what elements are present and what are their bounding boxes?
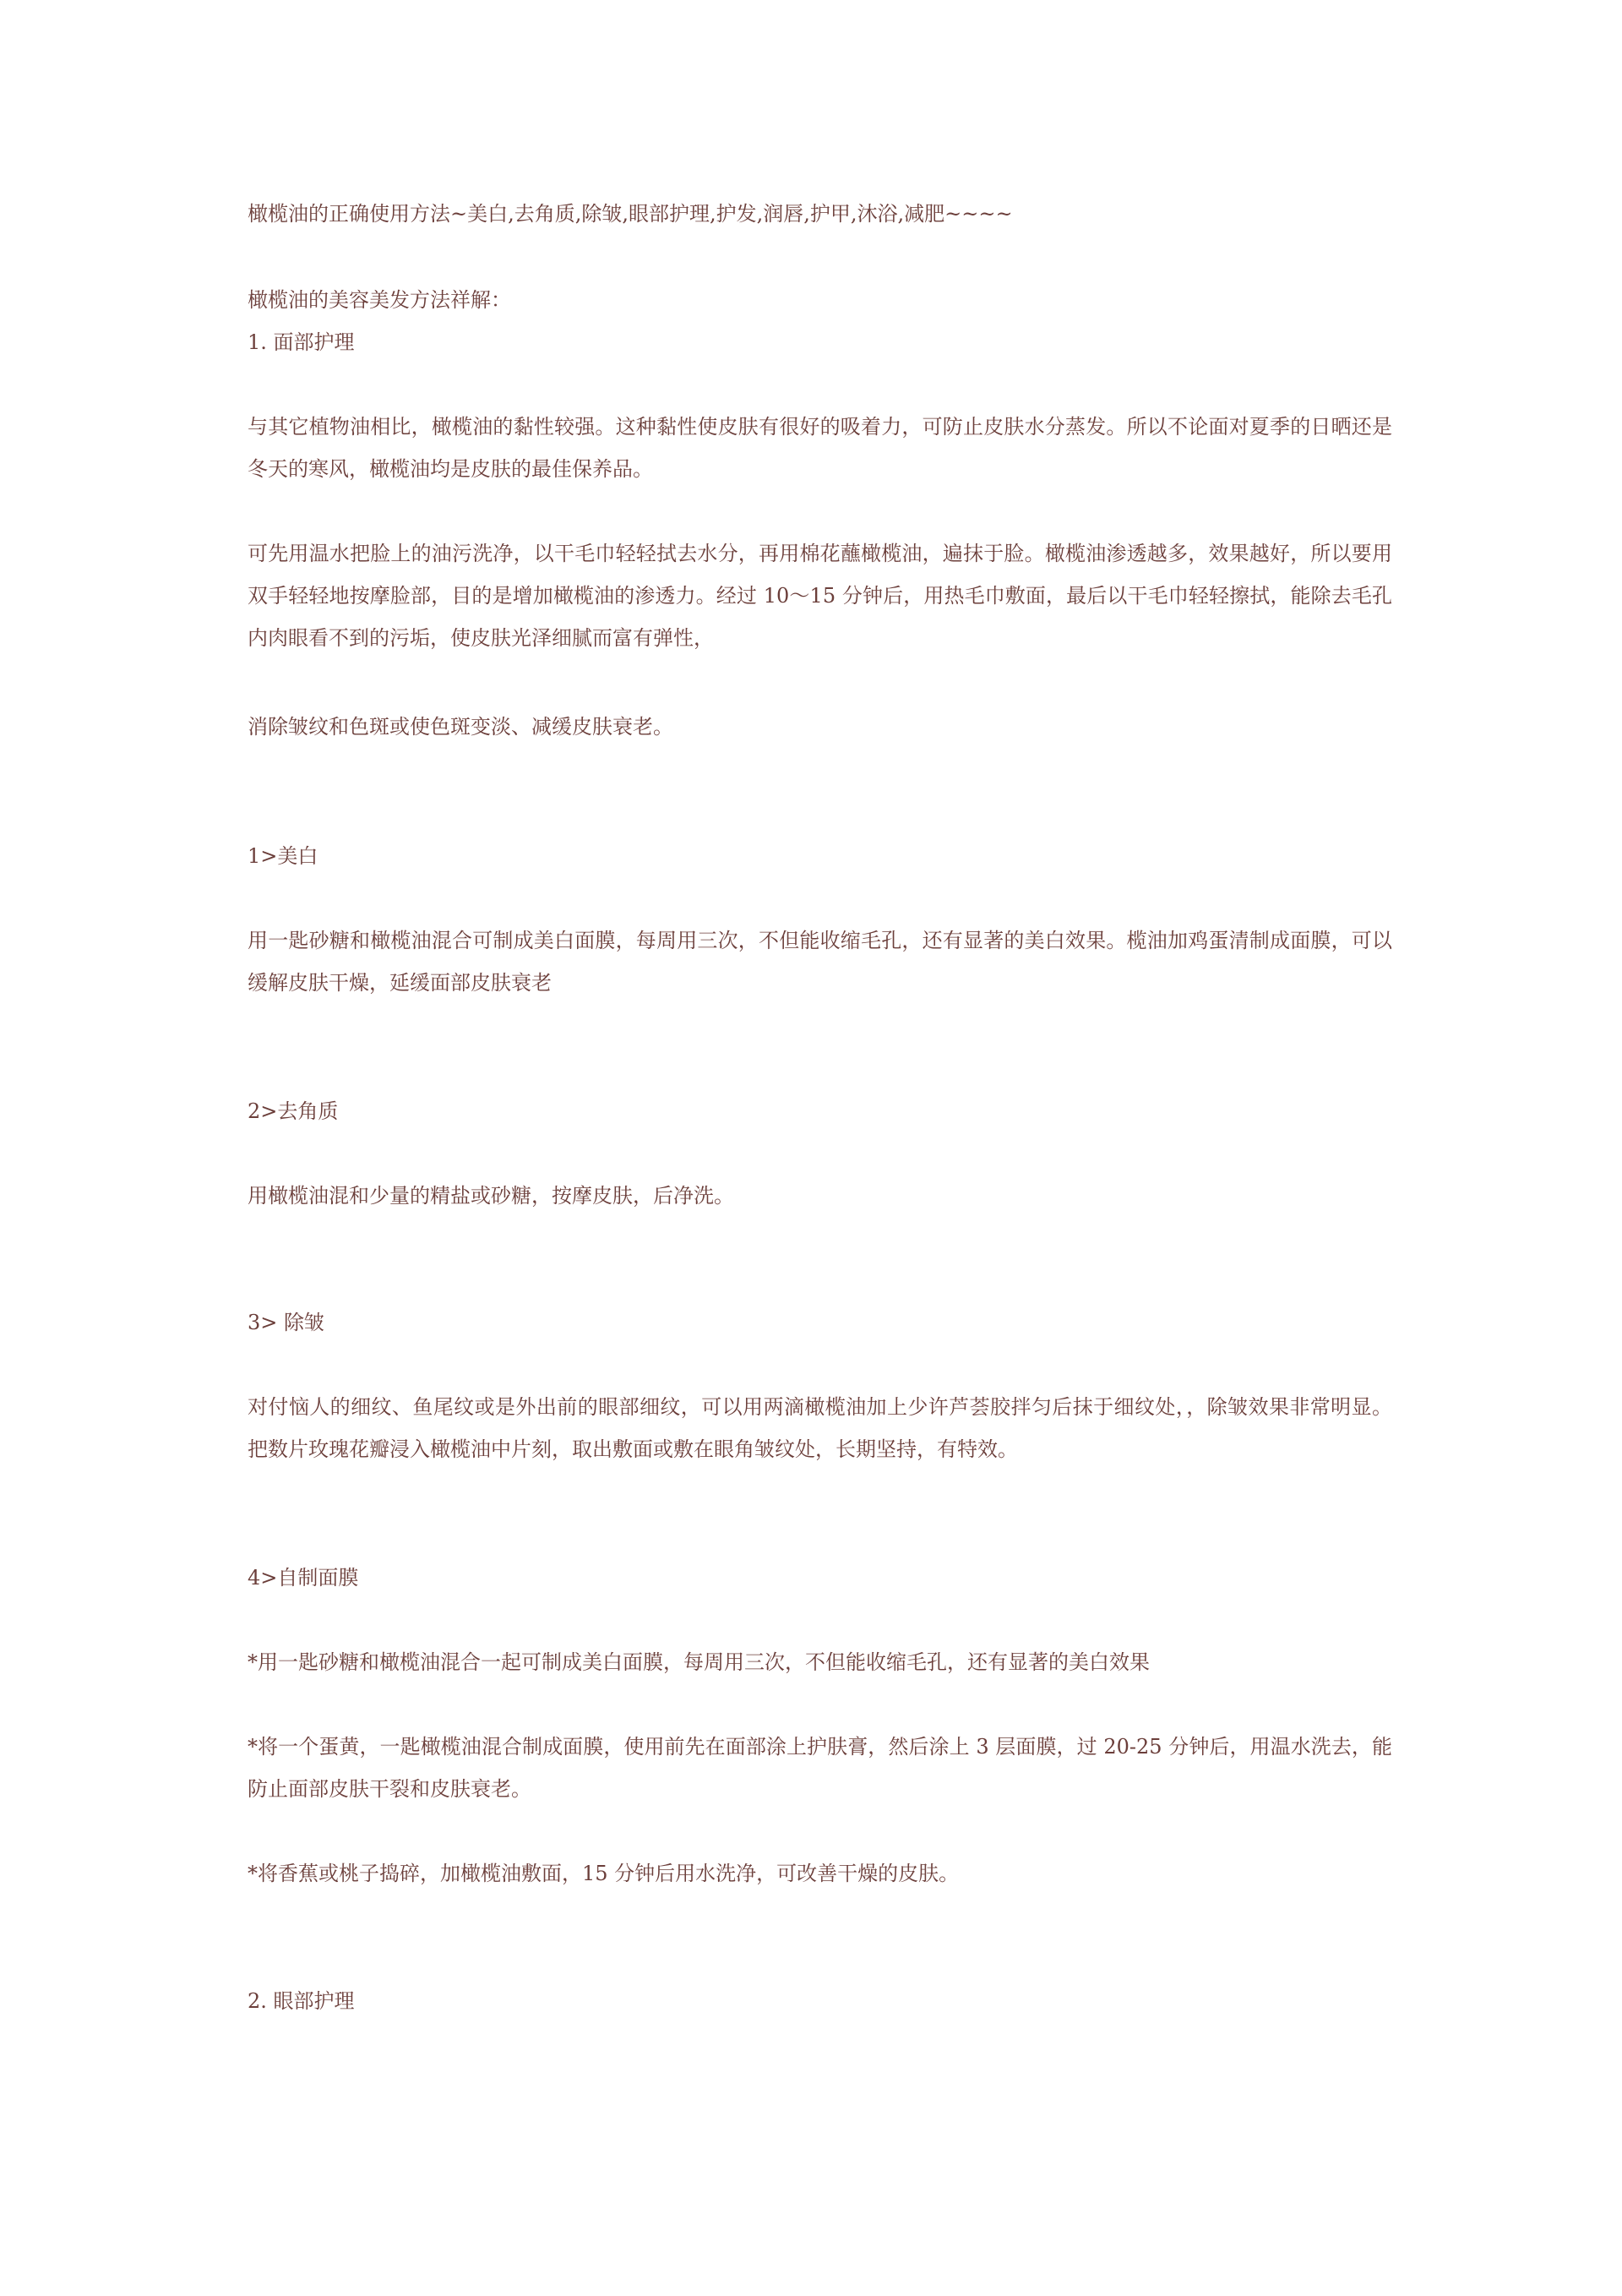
intro-line: 橄榄油的美容美发方法祥解： xyxy=(248,288,511,312)
paragraph-benefits: 消除皱纹和色斑或使色斑变淡、减缓皮肤衰老。 xyxy=(248,715,673,739)
mask-item-3: *将香蕉或桃子捣碎，加橄榄油敷面，15 分钟后用水洗净，可改善干燥的皮肤。 xyxy=(248,1862,960,1885)
subheading-whitening: 1>美白 xyxy=(248,844,318,868)
subheading-exfoliate: 2>去角质 xyxy=(248,1099,339,1123)
subheading-mask: 4>自制面膜 xyxy=(248,1566,359,1590)
subheading-wrinkle: 3> 除皱 xyxy=(248,1311,325,1334)
paragraph-whitening: 用一匙砂糖和橄榄油混合可制成美白面膜，每周用三次，不但能收缩毛孔，还有显著的美白效果。榄油加鸡蛋清制成面膜，可以缓解皮肤干燥，延缓面部皮肤衰老 xyxy=(248,929,1392,995)
paragraph-exfoliate: 用橄榄油混和少量的精盐或砂糖，按摩皮肤，后净洗。 xyxy=(248,1184,734,1208)
paragraph-face-method: 可先用温水把脸上的油污洗净，以干毛巾轻轻拭去水分，再用棉花蘸橄榄油，遍抹于脸。橄榄油渗透越多，效果越好，所以要用双手轻轻地按摩脸部，目的是增加橄榄油的渗透力。经过 10～15 分钟后，用热毛巾敷面，最后以干毛巾轻轻擦拭，能除去毛孔内肉眼看不到的污垢，使皮肤光泽细腻而富有弹性， xyxy=(248,542,1392,650)
section-heading-eye: 2. 眼部护理 xyxy=(248,1989,355,2013)
mask-item-1: *用一匙砂糖和橄榄油混合一起可制成美白面膜，每周用三次，不但能收缩毛孔，还有显著的美白效果 xyxy=(248,1650,1150,1674)
paragraph-wrinkle: 对付恼人的细纹、鱼尾纹或是外出前的眼部细纹，可以用两滴橄榄油加上少许芦荟胶拌匀后抹于细纹处，，除皱效果非常明显。把数片玫瑰花瓣浸入橄榄油中片刻，取出敷面或敷在眼角皱纹处，长期坚持，有特效。 xyxy=(248,1395,1392,1461)
paragraph-oil-properties: 与其它植物油相比，橄榄油的黏性较强。这种黏性使皮肤有很好的吸着力，可防止皮肤水分蒸发。所以不论面对夏季的日晒还是冬天的寒风，橄榄油均是皮肤的最佳保养品。 xyxy=(248,415,1392,481)
document-title: 橄榄油的正确使用方法~美白,去角质,除皱,眼部护理,护发,润唇,护甲,沐浴,减肥~~~~ xyxy=(248,202,1013,226)
mask-item-2: *将一个蛋黄，一匙橄榄油混合制成面膜，使用前先在面部涂上护肤膏，然后涂上 3 层面膜，过 20-25 分钟后，用温水洗去，能防止面部皮肤干裂和皮肤衰老。 xyxy=(248,1735,1392,1801)
section-heading-face: 1. 面部护理 xyxy=(248,330,355,354)
